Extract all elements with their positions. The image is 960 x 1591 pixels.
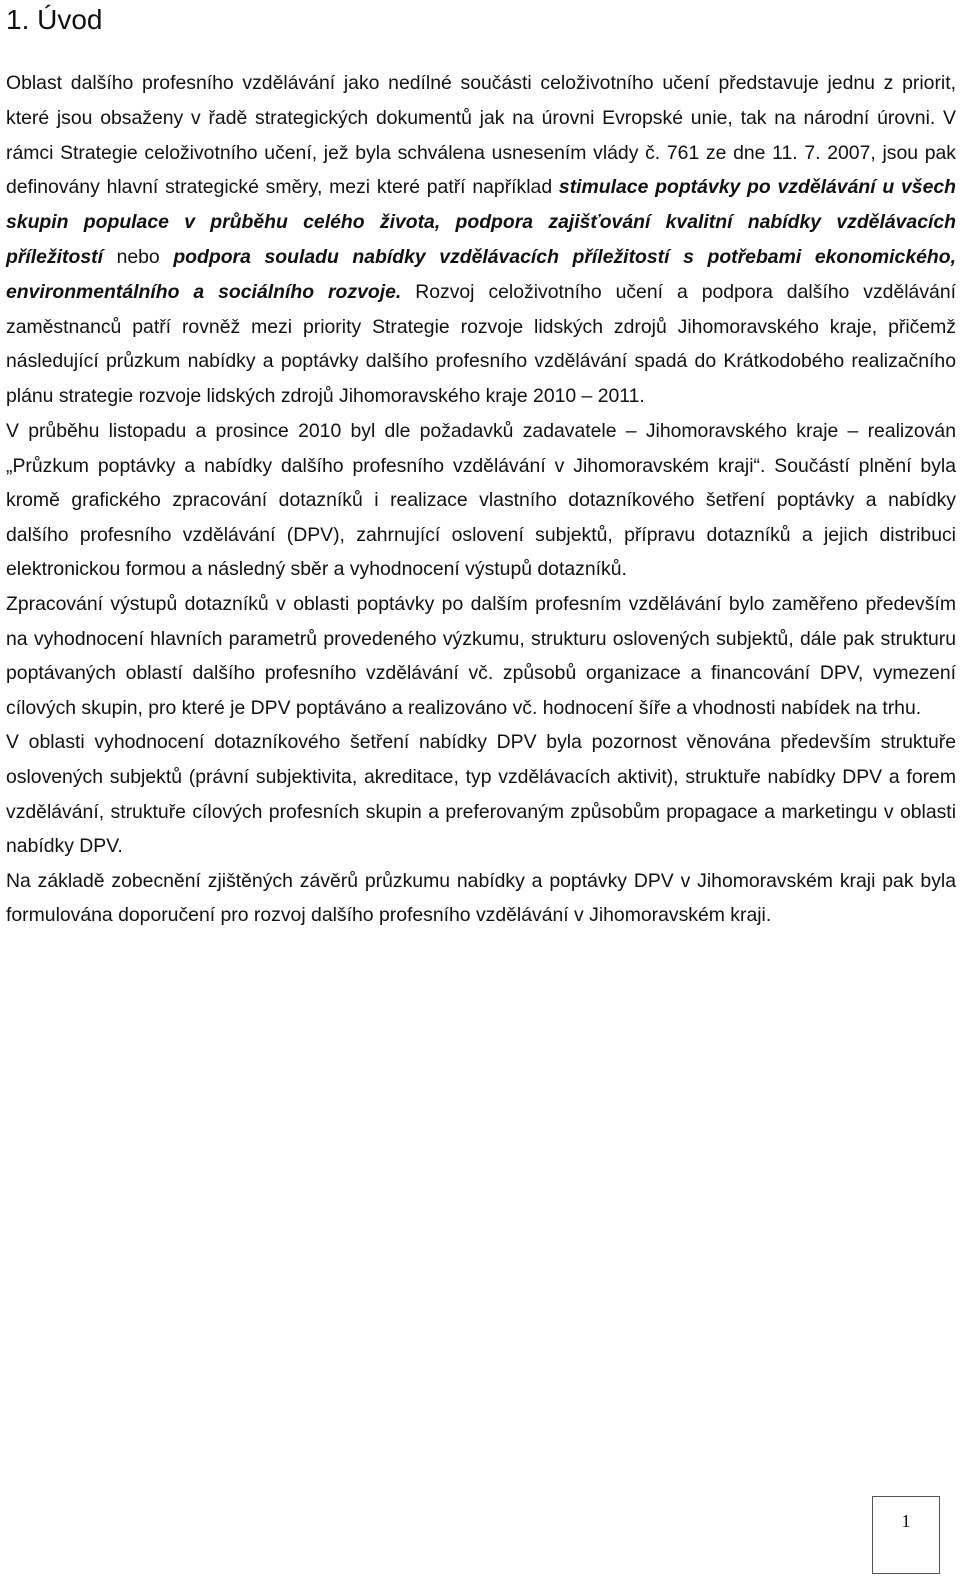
intro-emphasis-2: podpora souladu nabídky vzdělávacích příležitostí s potřebami ekonomického, environmentálního a sociálního rozvoje.: [6, 245, 956, 303]
intro-emphasis-1: stimulace poptávky po vzdělávání u všech skupin populace v průběhu celého života, podpora zajišťování kvalitní nabídky vzdělávacích příležitostí: [6, 176, 956, 268]
document-page: [6, 0, 956, 933]
paragraph-survey: V průběhu listopadu a prosince 2010 byl dle požadavků zadavatele – Jihomoravského kraje – realizován „Průzkum poptávky a nabídky dalšího profesního vzdělávání v Jihomoravském kraji“. Součástí plnění byla kromě grafického zpracování dotazníků i realizace vlastního dotazníkového šetření poptávky a nabídky dalšího profesního vzdělávání (DPV), zahrnující oslovení subjektů, přípravu dotazníků a jejich distribuci elektronickou formou a následný sběr a vyhodnocení výstupů dotazníků.: [6, 419, 956, 581]
section-heading: 1. Úvod: [6, 4, 103, 35]
intro-text-1: Oblast dalšího profesního vzdělávání jako nedílné součásti celoživotního učení představuje jednu z priorit, které jsou obsaženy v řadě strategických dokumentů jak na úrovni Evropské unie, tak na národní úrovni. V rámci Strategie celoživotního učení, jež byla schválena usnesením vlády č. 761 ze dne 11. 7. 2007, jsou pak definovány hlavní strategické směry, mezi které patří například: [6, 72, 956, 199]
body-text: [6, 66, 956, 933]
page-number-box: [872, 1496, 940, 1574]
paragraph-intro: [6, 66, 956, 414]
page-number: 1: [901, 1511, 911, 1531]
paragraph-supply: V oblasti vyhodnocení dotazníkového šetření nabídky DPV byla pozornost věnována především struktuře oslovených subjektů (právní subjektivita, akreditace, typ vzdělávacích aktivit), struktuře nabídky DPV a forem vzdělávání, struktuře cílových profesních skupin a preferovaným způsobům propagace a marketingu v oblasti nabídky DPV.: [6, 731, 956, 858]
paragraph-conclusion: Na základě zobecnění zjištěných závěrů průzkumu nabídky a poptávky DPV v Jihomoravském kraji pak byla formulována doporučení pro rozvoj dalšího profesního vzdělávání v Jihomoravském kraji.: [6, 869, 956, 927]
intro-text-2: nebo: [102, 245, 174, 268]
intro-text-3: Rozvoj celoživotního učení a podpora dalšího vzdělávání zaměstnanců patří rovněž mezi priority Strategie rozvoje lidských zdrojů Jihomoravského kraje, přičemž následující průzkum nabídky a poptávky dalšího profesního vzdělávání spadá do Krátkodobého realizačního plánu strategie rozvoje lidských zdrojů Jihomoravského kraje 2010 – 2011.: [6, 280, 956, 408]
paragraph-demand: Zpracování výstupů dotazníků v oblasti poptávky po dalším profesním vzdělávání bylo zaměřeno především na vyhodnocení hlavních parametrů provedeného výzkumu, strukturu oslovených subjektů, dále pak strukturu poptávaných oblastí dalšího profesního vzdělávání vč. způsobů organizace a financování DPV, vymezení cílových skupin, pro které je DPV poptáváno a realizováno vč. hodnocení šíře a vhodnosti nabídek na trhu.: [6, 592, 956, 719]
